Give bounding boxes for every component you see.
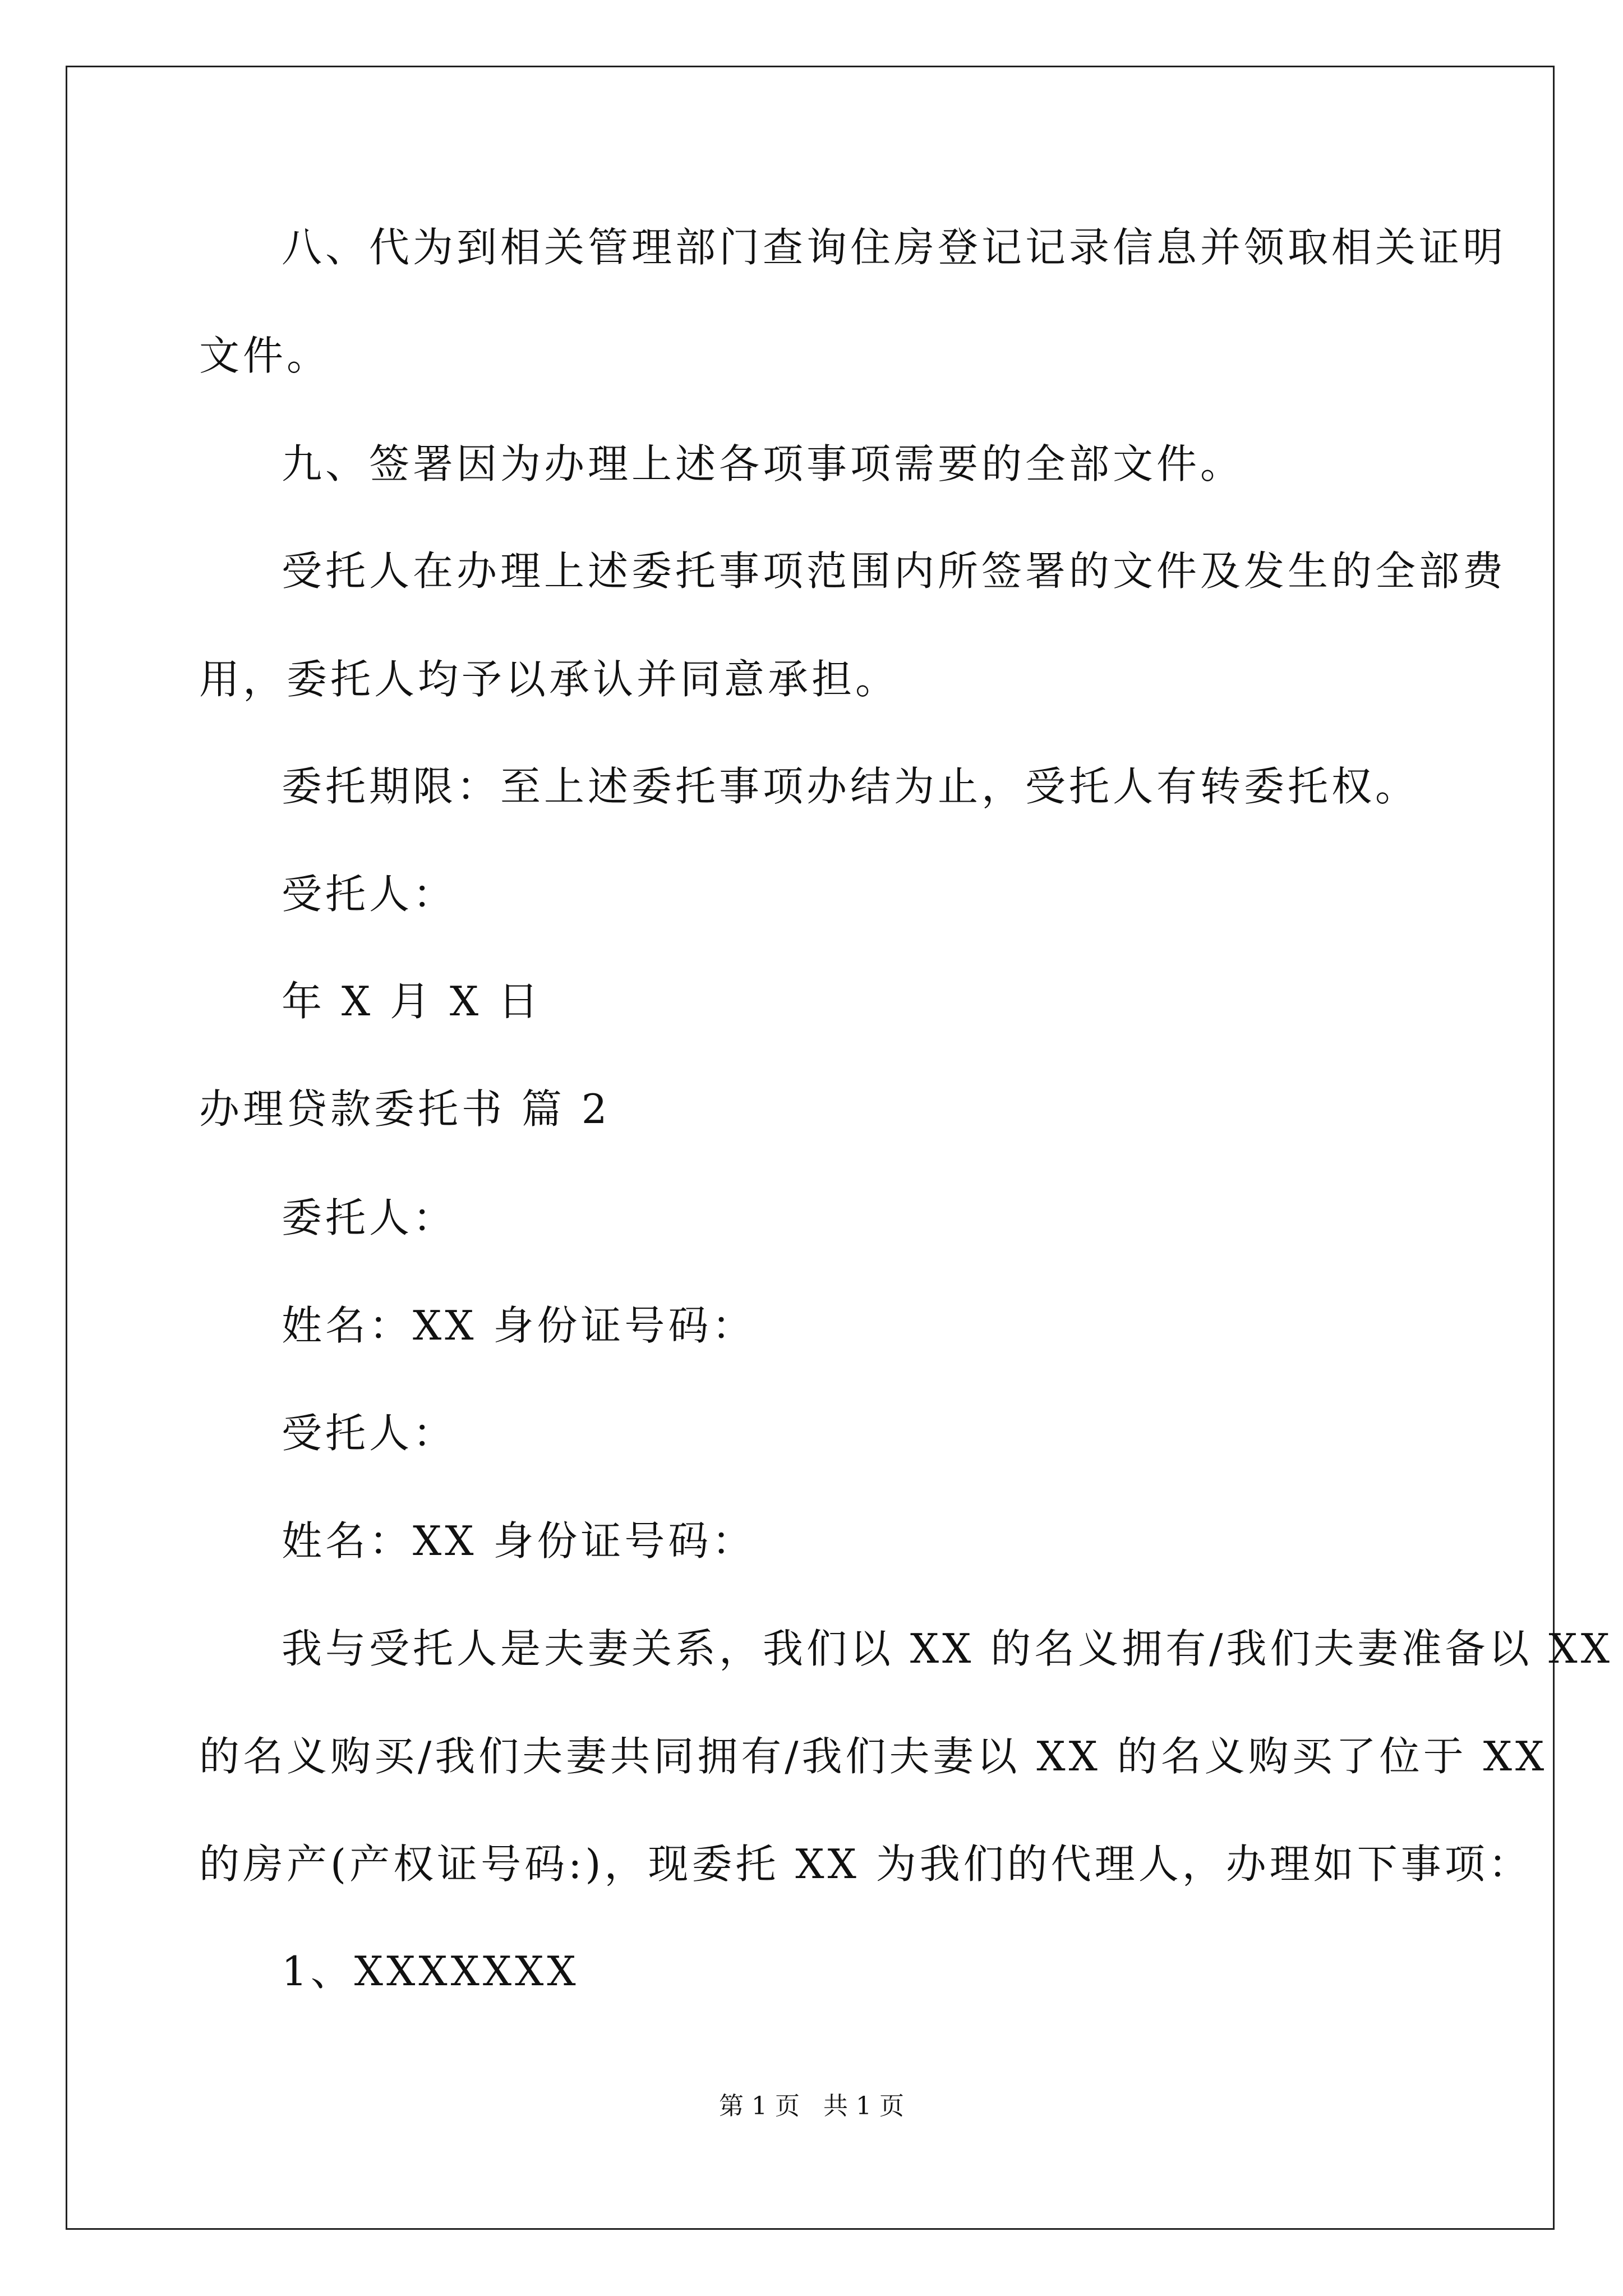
trustee-signature-label: 受托人： (282, 871, 457, 918)
section-heading-part-2: 办理贷款委托书 篇 2 (199, 1085, 611, 1133)
page-border (66, 66, 1555, 2230)
principal-name-id: 姓名：XX 身份证号码： (282, 1302, 756, 1349)
paragraph-liability-continued: 用，委托人均予以承认并同意承担。 (199, 656, 900, 703)
trustee-name-id: 姓名：XX 身份证号码： (282, 1517, 756, 1565)
paragraph-relationship: 我与受托人是夫妻关系，我们以 XX 的名义拥有/我们夫妻准备以 XX (282, 1625, 1613, 1672)
paragraph-item-8-continued: 文件。 (199, 332, 331, 379)
paragraph-relationship-continued-1: 的名义购买/我们夫妻共同拥有/我们夫妻以 XX 的名义购买了位于 XX (199, 1733, 1548, 1780)
paragraph-liability: 受托人在办理上述委托事项范围内所签署的文件及发生的全部费 (282, 547, 1507, 595)
paragraph-item-8: 八、代为到相关管理部门查询住房登记记录信息并领取相关证明 (282, 224, 1507, 271)
paragraph-relationship-continued-2: 的房产(产权证号码:)，现委托 XX 为我们的代理人，办理如下事项： (199, 1841, 1532, 1888)
page-number-footer: 第 1 页 共 1 页 (719, 2092, 904, 2120)
trustee-label: 受托人： (282, 1410, 457, 1457)
signature-date: 年 X 月 X 日 (282, 978, 542, 1025)
paragraph-term: 委托期限：至上述委托事项办结为止，受托人有转委托权。 (282, 763, 1419, 810)
principal-label: 委托人： (282, 1194, 457, 1241)
list-item-1: 1、XXXXXXX (282, 1948, 579, 1995)
paragraph-item-9: 九、签署因为办理上述各项事项需要的全部文件。 (282, 440, 1244, 487)
